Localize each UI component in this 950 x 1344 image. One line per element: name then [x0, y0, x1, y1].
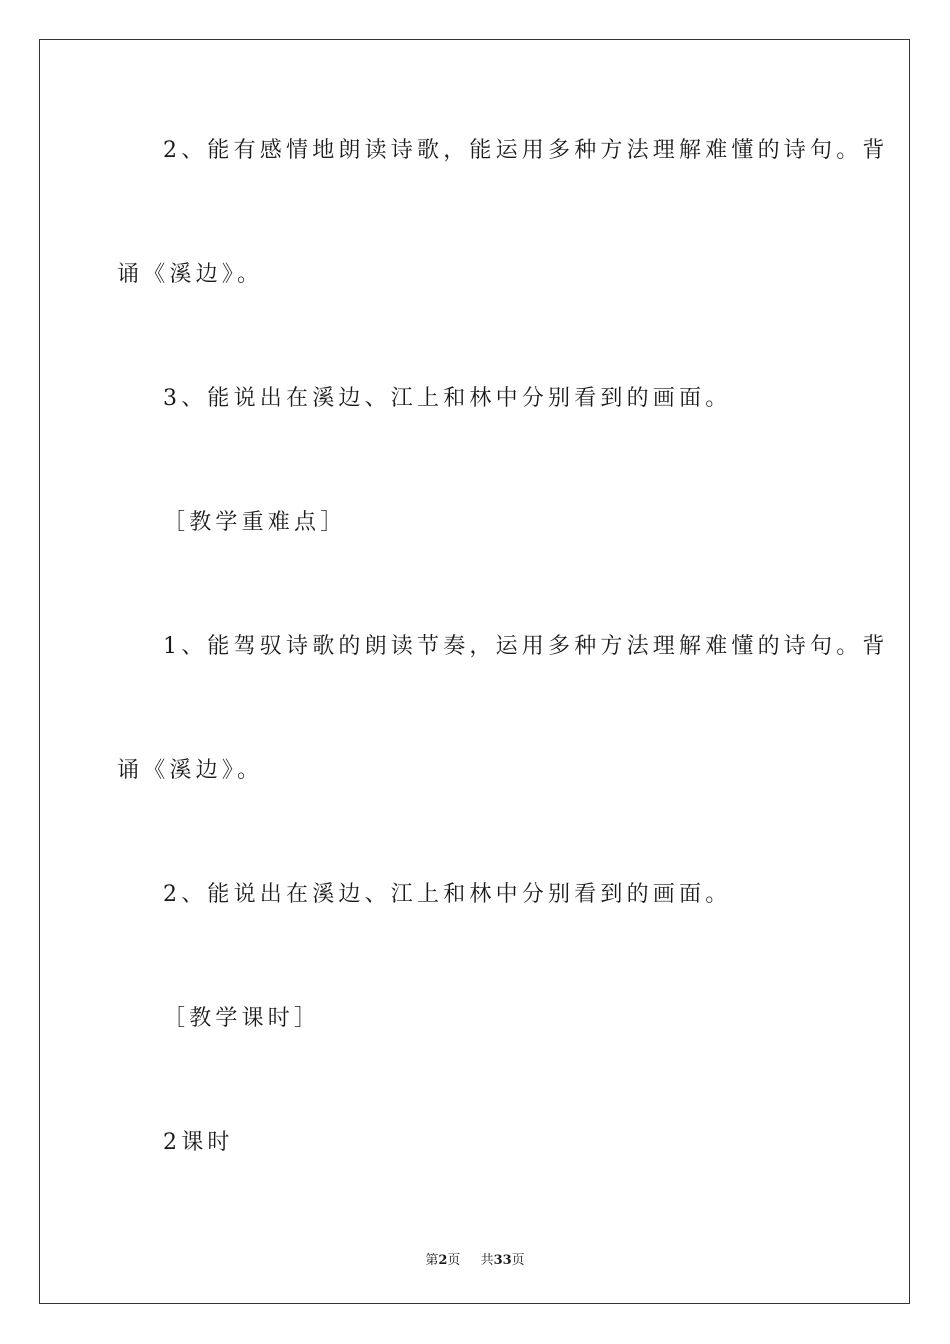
page-footer	[0, 1249, 950, 1268]
paragraph-difficulty-1-line-1: 1、能驾驭诗歌的朗读节奏，运用多种方法理解难懂的诗句。背	[163, 634, 889, 659]
paragraph-difficulty-2: 2、能说出在溪边、江上和林中分别看到的画面。	[163, 882, 732, 907]
paragraph-objective-3: 3、能说出在溪边、江上和林中分别看到的画面。	[163, 386, 732, 411]
total-pages-indicator: 共33页	[480, 1253, 525, 1268]
page-border	[39, 39, 910, 1304]
paragraph-objective-2-line-1: 2、能有感情地朗读诗歌，能运用多种方法理解难懂的诗句。背	[163, 138, 889, 163]
paragraph-class-hours: 2课时	[163, 1130, 234, 1155]
heading-class-hours: ［教学课时］	[163, 1006, 321, 1031]
heading-key-difficulties: ［教学重难点］	[163, 510, 347, 535]
paragraph-objective-2-line-2: 诵《溪边》。	[117, 262, 264, 287]
page-indicator: 第2页	[425, 1253, 461, 1268]
paragraph-difficulty-1-line-2: 诵《溪边》。	[117, 758, 264, 783]
